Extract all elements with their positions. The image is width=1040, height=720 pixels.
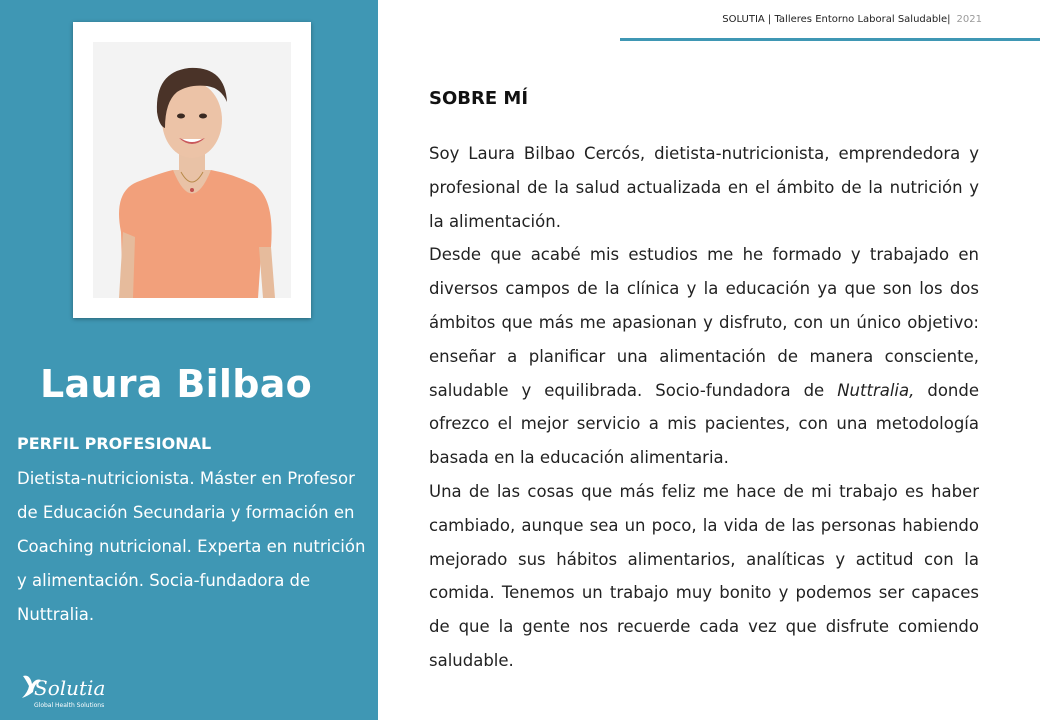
about-section bbox=[429, 137, 979, 678]
person-name: Laura Bilbao bbox=[40, 362, 313, 406]
profile-photo bbox=[93, 42, 291, 298]
about-paragraph-2-end: donde ofrezco el mejor servicio a mis pacientes, con una metodología basada en la educación alimentaria. bbox=[429, 380, 980, 468]
solutia-logo bbox=[20, 670, 130, 714]
about-paragraph-2-start: Desde que acabé mis estudios me he formado y trabajado en diversos campos de la clínica y la educación ya que son los dos ámbitos que más me apasionan y disfruto, con un único objetivo: enseñar a planificar una alimentación de manera consciente, saludable y equilibrada. Socio-fundadora de bbox=[429, 245, 979, 400]
logo-wordmark: Solutia bbox=[34, 676, 106, 700]
profile-photo-frame bbox=[73, 22, 311, 318]
document-header bbox=[722, 14, 982, 25]
profile-heading: PERFIL PROFESIONAL bbox=[17, 434, 212, 453]
profile-description: Dietista-nutricionista. Máster en Profesor de Educación Secundaria y formación en Coaching nutricional. Experta en nutrición y alimentación. Socia-fundadora de Nuttralia. bbox=[17, 469, 366, 624]
header-title: SOLUTIA | Talleres Entorno Laboral Saludable| bbox=[722, 14, 951, 25]
company-name: Nuttralia, bbox=[837, 380, 915, 400]
sidebar bbox=[0, 0, 378, 720]
about-heading: SOBRE MÍ bbox=[429, 88, 529, 109]
about-paragraph-3: Una de las cosas que más feliz me hace de mi trabajo es haber cambiado, aunque sea un poco, la vida de las personas habiendo mejorado sus hábitos alimentarios, analíticas y actitud con la comida. Tenemos un trabajo muy bonito y podemos ser capaces de que la gente nos recuerde cada vez que disfrute comiendo saludable. bbox=[429, 481, 979, 670]
about-paragraph-1: Soy Laura Bilbao Cercós, dietista-nutricionista, emprendedora y profesional de la salud actualizada en el ámbito de la nutrición y la alimentación. bbox=[429, 144, 979, 231]
portrait-illustration bbox=[93, 42, 291, 298]
header-year: 2021 bbox=[956, 14, 982, 25]
header-divider bbox=[620, 38, 1040, 41]
logo-tagline: Global Health Solutions bbox=[34, 702, 105, 709]
about-paragraph-2 bbox=[429, 238, 979, 475]
